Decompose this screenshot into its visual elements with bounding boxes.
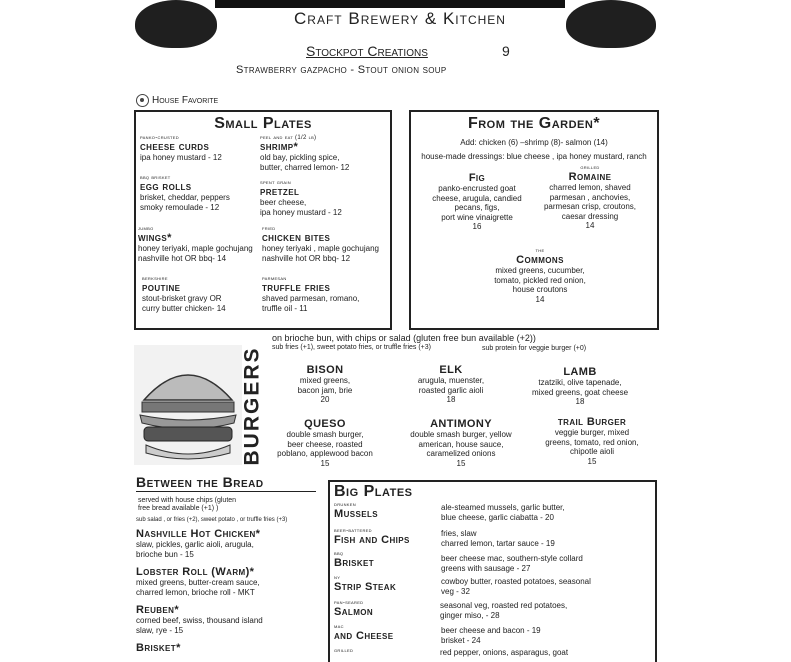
big-plate-desc: seasonal veg, roasted red potatoes, ginger miso, - 28 — [440, 601, 568, 620]
big-plate-desc: fries, slaw charred lemon, tartar sauce - 19 — [441, 529, 555, 548]
burger-item: BISON mixed greens, bacon jam, brie 20 — [297, 364, 353, 404]
burger-item: ANTIMONY double smash burger, yellow american, house sauce, caramelized onions 15 — [410, 418, 512, 468]
small-plate-item: peel and eat (1/2 lb) shrimp* old bay, pickling spice, butter, charred lemon- 12 — [260, 135, 350, 172]
small-plate-item: bbq brisket egg rolls brisket, cheddar, peppers smoky remoulade - 12 — [140, 175, 230, 212]
burger-item: LAMB tzatziki, olive tapenade, mixed greens, goat cheese 18 — [531, 366, 629, 406]
bread-note-2: sub salad , or fries (+2), sweet potato , or truffle fries (+3) — [136, 517, 288, 523]
bread-item: Brisket* — [136, 642, 181, 654]
stockpot-price: 9 — [502, 43, 510, 59]
bread-item: Lobster Roll (Warm)* mixed greens, butter-cream sauce, charred lemon, brioche roll - MKT — [136, 566, 260, 597]
big-plate-desc: red pepper, onions, asparagus, goat — [440, 648, 569, 657]
brewery-name-band — [215, 0, 565, 8]
small-plate-item: parmesan truffle fries shaved parmesan, romano, truffle oil - 11 — [262, 276, 360, 313]
bread-item: Reuben* corned beef, swiss, thousand island slaw, rye - 15 — [136, 604, 263, 635]
garden-item: Fig panko-encrusted goat cheese, arugula, candied pecans, figs, port wine vinaigrette 16 — [432, 172, 522, 231]
burger-item: trail Burger veggie burger, mixed greens, tomato, red onion, chipotle aioli 15 — [545, 416, 639, 466]
big-plate-item: ny Strip Steak — [334, 575, 397, 593]
small-plate-item: spent grain pretzel beer cheese, ipa honey mustard - 12 — [260, 180, 342, 217]
burger-illustration — [134, 345, 242, 465]
bread-item: Nashville Hot Chicken* slaw, pickles, garlic aioli, arugula, brioche bun - 15 — [136, 528, 261, 559]
big-plate-item: mac and Cheese — [334, 624, 394, 642]
burgers-note-line2: sub fries (+1), sweet potato fries, or truffle fries (+3) — [272, 344, 431, 351]
big-plate-item: grilled — [334, 648, 354, 654]
burgers-note-line1: on brioche bun, with chips or salad (gluten free bun available (+2)) — [272, 333, 536, 343]
bread-title-underline — [136, 491, 316, 492]
stockpot-title: Stockpot Creations — [306, 43, 428, 59]
soups-line: Strawberry gazpacho - Stout onion soup — [236, 64, 447, 76]
bread-note-1: served with house chips (gluten free bread available (+1) ) — [138, 497, 237, 512]
hop-illustration-left — [135, 0, 217, 48]
garden-add-ons: Add: chicken (6) –shrimp (8)- salmon (14) — [460, 138, 608, 147]
burger-item: QUESO double smash burger, beer cheese, roasted poblano, applewood bacon 15 — [277, 418, 373, 468]
house-favorite-legend — [136, 94, 218, 107]
big-plate-desc: cowboy butter, roasted potatoes, seasonal veg - 32 — [441, 577, 591, 596]
small-plates-title: Small Plates — [214, 115, 312, 132]
bread-title: Between the Bread — [136, 474, 264, 490]
burgers-title: BURGERS — [240, 346, 264, 466]
garden-item: grilled Romaine charred lemon, shaved parmesan , anchovies, parmesan crisp, croutons, caesar dressing 14 — [543, 165, 637, 230]
big-plate-item: pan-seared Salmon — [334, 600, 374, 618]
hop-icon — [136, 94, 149, 107]
hop-illustration-right — [566, 0, 656, 48]
burgers-note-line3: sub protein for veggie burger (+0) — [482, 345, 587, 352]
small-plate-item: jumbo wings* honey teriyaki, maple gochujang nashville hot OR bbq- 14 — [138, 226, 253, 263]
garden-item: the Commons mixed greens, cucumber, tomato, pickled red onion, house croutons 14 — [494, 248, 586, 304]
garden-dressings: house-made dressings: blue cheese , ipa honey mustard, ranch — [421, 152, 647, 161]
small-plate-item: berkshire poutine stout-brisket gravy OR curry butter chicken- 14 — [142, 276, 226, 313]
garden-title: From the Garden* — [467, 115, 601, 132]
burger-item: ELK arugula, muenster, roasted garlic aioli 18 — [417, 364, 485, 404]
small-plate-item: panko-crusted cheese curds ipa honey mustard - 12 — [140, 135, 222, 162]
brewery-subtitle: Craft Brewery & Kitchen — [294, 9, 506, 28]
big-plate-desc: beer cheese and bacon - 19 brisket - 24 — [441, 626, 541, 645]
house-favorite-label: House Favorite — [152, 95, 219, 106]
big-plates-title: Big Plates — [334, 483, 413, 500]
big-plate-item: beer-battered Fish and Chips — [334, 528, 410, 546]
big-plate-desc: ale-steamed mussels, garlic butter, blue cheese, garlic ciabatta - 20 — [441, 503, 565, 522]
big-plate-desc: beer cheese mac, southern-style collard greens with sausage - 27 — [441, 554, 583, 573]
big-plate-item: bbq Brisket — [334, 551, 375, 569]
big-plate-item: drunken Mussels — [334, 502, 378, 520]
small-plate-item: fried chicken bites honey teriyaki , maple gochujang nashville hot OR bbq- 12 — [262, 226, 379, 263]
